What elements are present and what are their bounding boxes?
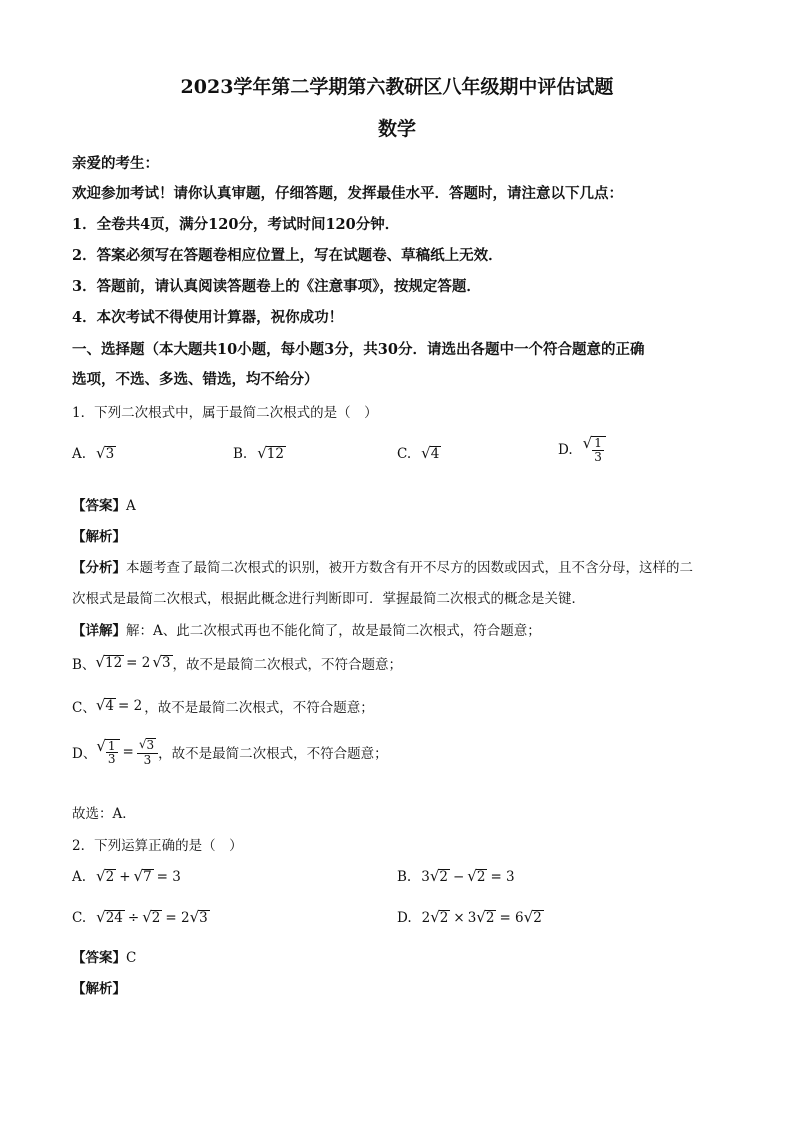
q2-option-d: D. 2 √ 2 × 3 √ 2 = 6 √ 2 (397, 908, 542, 927)
q2-option-c: C. √ 24 ÷ √ 2 = 2 √ 3 (72, 908, 208, 927)
sqrt-fraction-expression: √ $\frac{1}{3}$ (96, 739, 119, 766)
sqrt-expression: √ 4 (421, 444, 440, 462)
q1-conclusion: 故选：A． (72, 806, 136, 822)
q1-option-c (397, 446, 441, 463)
sqrt-expression: √ 4 (95, 695, 114, 714)
sqrt-expression: √ 12 (95, 652, 123, 671)
q1-option-d (558, 436, 606, 463)
instruction-item: 1．全卷共4页，满分120分，考试时间120分钟． (72, 216, 400, 233)
q2-stem: 2．下列运算正确的是（ ） (72, 838, 243, 854)
instruction-item: 3．答题前，请认真阅读答题卷上的《注意事项》，按规定答题． (72, 278, 481, 295)
q1-solution-d: D、 √ $\frac{1}{3}$ = √ 3 3 ，故不是最简二次根式，不符合题意； (72, 736, 388, 767)
sqrt-fraction-expression: √ $\frac{1}{3}$ (583, 436, 606, 463)
option-label: B. (233, 446, 248, 463)
q1-xiangjie: 【详解】解：A、此二次根式再也不能化简了，故是最简二次根式，符合题意； (72, 623, 541, 639)
welcome-text: 欢迎参加考试！请你认真审题，仔细答题，发挥最佳水平．答题时，请注意以下几点： (72, 185, 623, 202)
q1-option-b (233, 446, 286, 463)
q2-answer: 【答案】C (72, 950, 137, 966)
sqrt-expression: √ 3 (152, 652, 171, 671)
q1-solution-c: C、 √ 4 = 2 ，故不是最简二次根式，不符合题意； (72, 695, 374, 716)
option-label: C. (397, 446, 412, 463)
option-label: A. (72, 446, 87, 463)
q2-analysis-tag: 【解析】 (72, 981, 126, 997)
q1-option-a (72, 446, 116, 463)
sqrt-expression: √ 12 (257, 444, 284, 462)
greeting: 亲爱的考生： (72, 155, 159, 172)
fraction-expression: √ 3 3 (137, 738, 158, 766)
sqrt-expression: √ 3 (96, 444, 115, 462)
option-label: D. (558, 441, 573, 458)
section-heading-cont: 选项，不选、多选、错选，均不给分） (72, 371, 319, 388)
q1-solution-b: B、 √ 12 = 2 √ 3 ，故不是最简二次根式，不符合题意； (72, 652, 403, 673)
q1-analysis-tag: 【解析】 (72, 529, 126, 545)
q1-fenxi: 【分析】本题考查了最简二次根式的识别，被开方数含有开不尽方的因数或因式，且不含分母，这样的二 (72, 560, 693, 576)
q2-option-b: B. 3 √ 2 − √ 2 = 3 (397, 867, 515, 886)
q2-option-a: A. √ 2 + √ 7 = 3 (72, 867, 181, 886)
instruction-item: 4．本次考试不得使用计算器，祝你成功！ (72, 309, 344, 326)
q1-stem: 1．下列二次根式中，属于最简二次根式的是（ ） (72, 405, 378, 421)
section-heading: 一、选择题（本大题共10小题，每小题3分，共30分．请选出各题中一个符合题意的正确 (72, 341, 645, 358)
q1-answer: 【答案】A (72, 498, 136, 514)
subject-title: 数学 (377, 118, 416, 140)
q1-fenxi-cont: 次根式是最简二次根式，根据此概念进行判断即可．掌握最简二次根式的概念是关键． (72, 591, 585, 607)
exam-title: 2023学年第二学期第六教研区八年级期中评估试题 (180, 76, 614, 98)
instruction-item: 2．答案必须写在答题卷相应位置上，写在试题卷、草稿纸上无效． (72, 247, 503, 264)
